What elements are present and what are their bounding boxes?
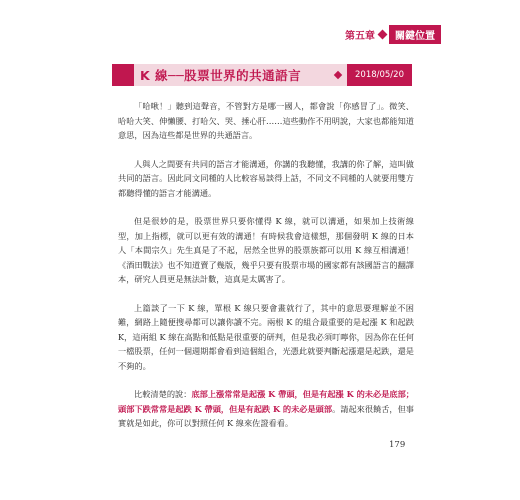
page-number: 179 [389, 440, 406, 450]
chapter-tab [345, 25, 441, 43]
article-body [118, 99, 414, 445]
section-header [112, 64, 412, 86]
paragraph-conclusion [118, 387, 414, 431]
conclusion-outro: 。請起來很饒舌，但事實就是如此，你可以對照任何 K 線來佐證看看。 [118, 403, 414, 428]
square-icon [112, 64, 134, 86]
section-date: 2018/05/20 [347, 64, 412, 86]
paragraph: 「哈啾！」聽到這聲音，不管對方是哪一國人，都會說「你感冒了」。微笑、哈哈大笑、伸懶腰、打哈欠、哭、捶心肝……這些動作不用明說，大家也都能知道意思，因為這些都是世界的共通語言。 [118, 101, 414, 140]
chapter-title: 關鍵位置 [389, 25, 441, 44]
section-title: K 線──股票世界的共通語言 [140, 68, 302, 83]
chapter-number: 第五章 [345, 30, 375, 42]
paragraph: 上篇談了一下 K 線，單根 K 線只要會畫就行了，其中的意思要理解並不困難，網路上隨便搜尋都可以讓你讀不完。兩根 K 的組合最重要的是起漲 K 和起跌 K，這兩組 K 線在高點和低點是很重要的研判，但是我必須叮嚀你，因為你在任何一檔股票，任何一個週期都會看到這個組合，光憑此就要判斷起漲還是起跌，還是不夠的。 [118, 302, 414, 371]
diamond-icon [378, 29, 388, 39]
highlighted-text: 底部上漲常常是起漲 K 帶頭，但是有起漲 K 的未必是底部；頭部下跌常常是起跌 K 帶頭，但是有起跌 K 的未必是頭部 [118, 389, 414, 414]
conclusion-intro: 比較清楚的說： [134, 389, 192, 399]
paragraph: 但是很妙的是，股票世界只要你懂得 K 線，就可以溝通，如果加上技術線型，加上指標，就可以更有效的溝通！有時候我會這樣想，那個發明 K 線的日本人「本間宗久」先生真是了不起，居然全世界的股票族都可以用 K 線互相溝通！《酒田戰法》也不知道賣了幾版，幾乎只要有股票市場的國家都有該國語言的翻譯本，研究人員更是無法計數，這真是太厲害了。 [118, 216, 414, 284]
paragraph: 人與人之間要有共同的語言才能溝通，你講的我聽懂，我講的你了解，這叫做共同的語言。因此同文同種的人比較容易談得上話，不同文不同種的人就要用雙方都聽得懂的語言才能溝通。 [118, 158, 414, 198]
diamond-icon [334, 71, 342, 79]
